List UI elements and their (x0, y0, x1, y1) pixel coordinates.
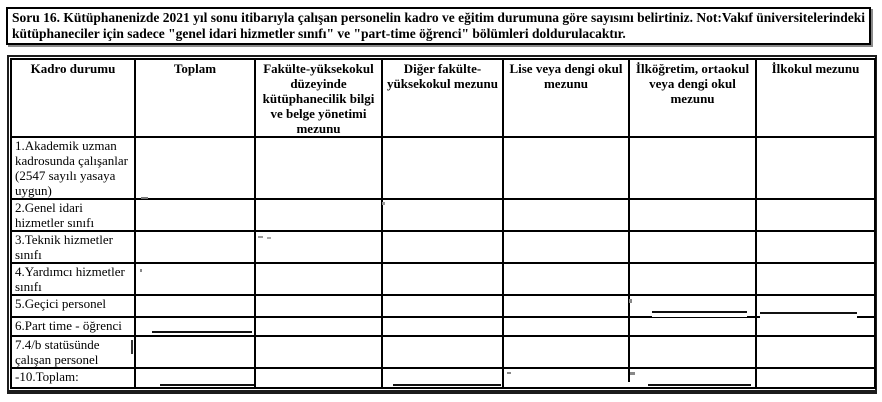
personnel-education-table (10, 58, 876, 389)
table-row (11, 137, 875, 199)
table-cell (255, 368, 382, 388)
table-cell (503, 263, 629, 295)
table-row (11, 199, 875, 231)
table-cell (629, 317, 756, 336)
table-cell (382, 295, 503, 317)
table-cell (756, 317, 875, 336)
table-cell (503, 336, 629, 368)
table-cell (255, 295, 382, 317)
table-cell (629, 368, 756, 388)
table-cell (382, 137, 503, 199)
table-cell (629, 336, 756, 368)
row-label: 3.Teknik hizmetler sınıfı (11, 231, 135, 263)
row-label: 5.Geçici personel (11, 295, 135, 317)
table-cell (382, 368, 503, 388)
table-row (11, 368, 875, 388)
table-cell (756, 231, 875, 263)
table-cell (503, 295, 629, 317)
table-cell (135, 137, 255, 199)
table-cell (255, 336, 382, 368)
table-cell (756, 336, 875, 368)
table-cell (135, 368, 255, 388)
table-header-row (11, 59, 875, 137)
table-cell (756, 295, 875, 317)
table-cell (382, 263, 503, 295)
table-cell (382, 231, 503, 263)
table-cell (135, 199, 255, 231)
table-cell (255, 137, 382, 199)
table-cell (503, 317, 629, 336)
table-cell (382, 336, 503, 368)
row-label: 7.4/b statüsünde çalışan personel (11, 336, 135, 368)
table-cell (255, 263, 382, 295)
row-label: 2.Genel idari hizmetler sınıfı (11, 199, 135, 231)
table-cell (503, 199, 629, 231)
table-cell (135, 336, 255, 368)
table-cell (756, 368, 875, 388)
table-cell (756, 199, 875, 231)
table-cell (503, 231, 629, 263)
table-cell (255, 199, 382, 231)
table-cell (135, 231, 255, 263)
column-header: Toplam (135, 59, 255, 137)
column-header: İlköğretim, ortaokul veya dengi okul mezunu (629, 59, 756, 137)
table-row (11, 336, 875, 368)
table-cell (756, 137, 875, 199)
row-label: 1.Akademik uzman kadrosunda çalışanlar (2547 sayılı yasaya uygun) (11, 137, 135, 199)
table-cell (255, 231, 382, 263)
table-cell (503, 137, 629, 199)
table-row (11, 295, 875, 317)
table-cell (503, 368, 629, 388)
table-row (11, 231, 875, 263)
question-text: Soru 16. Kütüphanenizde 2021 yıl sonu itibarıyla çalışan personelin kadro ve eğitim durumuna göre sayısını belirtiniz. Not:Vakıf üniversitelerindeki kütüphaneciler için sadece "genel idari hizmetler sınıfı" ve "part-time öğrenci" bölümleri doldurulacaktır. (6, 7, 871, 45)
table-cell (255, 317, 382, 336)
table-cell (382, 317, 503, 336)
column-header: Fakülte-yüksekokul düzeyinde kütüphanecilik bilgi ve belge yönetimi mezunu (255, 59, 382, 137)
table-cell (135, 317, 255, 336)
table-row (11, 263, 875, 295)
row-label: 4.Yardımcı hizmetler sınıfı (11, 263, 135, 295)
column-header: İlkokul mezunu (756, 59, 875, 137)
table-cell (629, 231, 756, 263)
table-cell (629, 137, 756, 199)
column-header: Diğer fakülte-yüksekokul mezunu (382, 59, 503, 137)
table-cell (629, 199, 756, 231)
table-cell (629, 263, 756, 295)
table-row (11, 317, 875, 336)
column-header: Kadro durumu (11, 59, 135, 137)
row-label: 6.Part time - öğrenci (11, 317, 135, 336)
table-cell (382, 199, 503, 231)
personnel-table (7, 55, 877, 394)
column-header: Lise veya dengi okul mezunu (503, 59, 629, 137)
table-cell (756, 263, 875, 295)
table-cell (135, 263, 255, 295)
table-cell (629, 295, 756, 317)
table-cell (135, 295, 255, 317)
row-label: -10.Toplam: (11, 368, 135, 388)
